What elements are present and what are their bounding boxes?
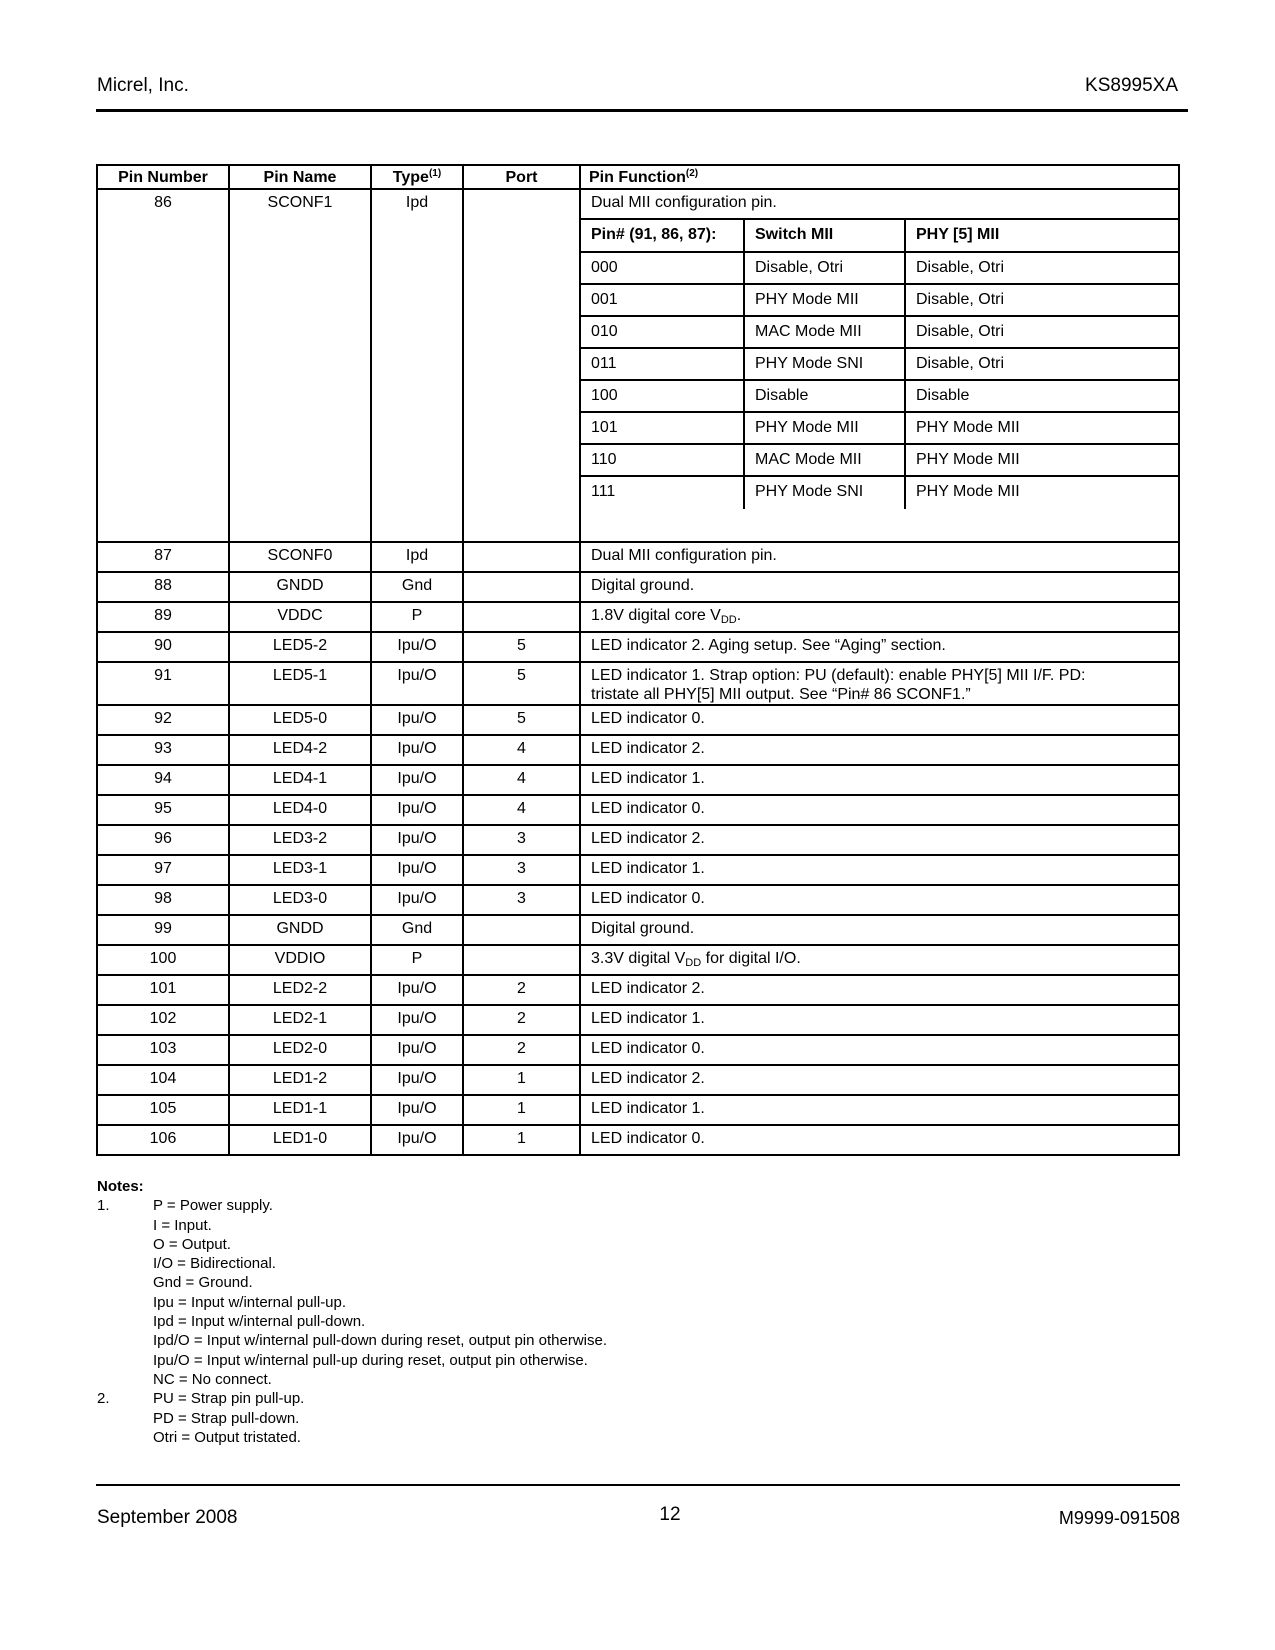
notes bbox=[97, 1177, 607, 1447]
pin-port: 5 bbox=[463, 632, 580, 662]
table-row bbox=[97, 632, 1179, 662]
pin-name: GNDD bbox=[229, 915, 371, 945]
pin-function-text: 3.3V digital V bbox=[591, 950, 686, 967]
pin-port bbox=[463, 945, 580, 975]
header-company: Micrel, Inc. bbox=[97, 75, 189, 96]
sub-table-row bbox=[581, 412, 1178, 444]
pin-name: LED4-2 bbox=[229, 735, 371, 765]
sub-pin-combo: 000 bbox=[581, 252, 744, 284]
note-lines bbox=[153, 1389, 304, 1447]
sub-table-row bbox=[581, 476, 1178, 509]
table-row bbox=[97, 735, 1179, 765]
note-lines bbox=[153, 1196, 607, 1389]
note-line: Ipd = Input w/internal pull-down. bbox=[153, 1313, 366, 1331]
pin-name: LED3-2 bbox=[229, 825, 371, 855]
pin-type: Ipu/O bbox=[371, 705, 463, 735]
pin-number: 106 bbox=[97, 1125, 229, 1155]
pin-type: Ipu/O bbox=[371, 1035, 463, 1065]
pin-function-line: LED indicator 1. Strap option: PU (default): enable PHY[5] MII I/F. PD: bbox=[591, 667, 1086, 684]
pin-port: 3 bbox=[463, 825, 580, 855]
footer-rule bbox=[96, 1484, 1180, 1486]
pin-function bbox=[580, 945, 1179, 975]
pin-function: LED indicator 0. bbox=[580, 885, 1179, 915]
pin-number: 93 bbox=[97, 735, 229, 765]
pin-port: 3 bbox=[463, 855, 580, 885]
table-row bbox=[97, 795, 1179, 825]
footer-page-number: 12 bbox=[659, 1504, 681, 1525]
pin-function: LED indicator 1. bbox=[580, 855, 1179, 885]
table-row bbox=[97, 602, 1179, 632]
header-part-number: KS8995XA bbox=[1085, 75, 1178, 96]
sub-table-row bbox=[581, 444, 1178, 476]
pin-type: Ipu/O bbox=[371, 1005, 463, 1035]
pin-type: Ipu/O bbox=[371, 1065, 463, 1095]
table-row bbox=[97, 855, 1179, 885]
pin-port: 1 bbox=[463, 1125, 580, 1155]
note-line: Otri = Output tristated. bbox=[153, 1428, 301, 1446]
pin-function bbox=[580, 602, 1179, 632]
sub-phy5-mii: Disable, Otri bbox=[905, 252, 1178, 284]
pin-port: 4 bbox=[463, 765, 580, 795]
pin-type: Ipu/O bbox=[371, 1095, 463, 1125]
pin-number: 86 bbox=[97, 189, 229, 542]
pin-type: Ipu/O bbox=[371, 795, 463, 825]
pin-function: LED indicator 1. bbox=[580, 765, 1179, 795]
sub-switch-mii: PHY Mode SNI bbox=[744, 476, 905, 509]
pin-name: LED5-0 bbox=[229, 705, 371, 735]
note-line: Ipu = Input w/internal pull-up. bbox=[153, 1293, 347, 1311]
pin-name: VDDIO bbox=[229, 945, 371, 975]
sub-table-row bbox=[581, 252, 1178, 284]
col-header-pin-name: Pin Name bbox=[229, 165, 371, 189]
pin-function: LED indicator 1. bbox=[580, 1095, 1179, 1125]
header-rule bbox=[96, 109, 1188, 112]
sub-switch-mii: PHY Mode SNI bbox=[744, 348, 905, 380]
pin-name: LED3-1 bbox=[229, 855, 371, 885]
col-header-pin-function: Pin Function$^{(2)}$ bbox=[580, 165, 1179, 189]
pin-number: 98 bbox=[97, 885, 229, 915]
sub-table-row bbox=[581, 348, 1178, 380]
pin-type: Ipu/O bbox=[371, 885, 463, 915]
sub-pin-combo: 111 bbox=[591, 483, 616, 500]
pin-port: 2 bbox=[463, 1035, 580, 1065]
sub-pin-combo: 011 bbox=[581, 348, 744, 380]
pin-function-subscript: DD bbox=[720, 614, 737, 626]
pin-name: LED4-0 bbox=[229, 795, 371, 825]
pin-port: 3 bbox=[463, 885, 580, 915]
table-row bbox=[97, 705, 1179, 735]
pin-function: LED indicator 0. bbox=[580, 1035, 1179, 1065]
pin-port bbox=[463, 572, 580, 602]
pin-port bbox=[463, 915, 580, 945]
note-line: Ipu/O = Input w/internal pull-up during reset, output pin otherwise. bbox=[153, 1351, 588, 1369]
pin-name: LED4-1 bbox=[229, 765, 371, 795]
pin-function-text: for digital I/O. bbox=[701, 950, 801, 967]
table-row bbox=[97, 1095, 1179, 1125]
sub-header-pin-combo: Pin# (91, 86, 87): bbox=[581, 220, 744, 252]
pin-name: LED5-1 bbox=[229, 662, 371, 705]
pin-function: Digital ground. bbox=[580, 572, 1179, 602]
pin-port: 2 bbox=[463, 1005, 580, 1035]
pin-number: 102 bbox=[97, 1005, 229, 1035]
pin-number: 99 bbox=[97, 915, 229, 945]
pin-port: 1 bbox=[463, 1095, 580, 1125]
pin-type: Ipu/O bbox=[371, 975, 463, 1005]
pin-function: Digital ground. bbox=[580, 915, 1179, 945]
sub-pin-combo: 100 bbox=[581, 380, 744, 412]
pin-type: Ipu/O bbox=[371, 825, 463, 855]
footer-doc-number: M9999-091508 bbox=[1058, 1508, 1180, 1528]
sub-switch-mii: MAC Mode MII bbox=[744, 316, 905, 348]
sub-phy5-mii: PHY Mode MII bbox=[905, 476, 1178, 509]
pin-name: GNDD bbox=[229, 572, 371, 602]
table-row bbox=[97, 885, 1179, 915]
pin-name: LED2-2 bbox=[229, 975, 371, 1005]
pin-number: 105 bbox=[97, 1095, 229, 1125]
table-row bbox=[97, 945, 1179, 975]
sconf1-config-table bbox=[581, 220, 1178, 509]
pin-port bbox=[463, 542, 580, 572]
sub-switch-mii: MAC Mode MII bbox=[744, 444, 905, 476]
pin-type: Ipu/O bbox=[371, 735, 463, 765]
sub-header-switch-mii: Switch MII bbox=[744, 220, 905, 252]
pin-name: SCONF0 bbox=[229, 542, 371, 572]
pin-port: 5 bbox=[463, 705, 580, 735]
note-item bbox=[97, 1196, 607, 1389]
sub-phy5-mii: PHY Mode MII bbox=[905, 444, 1178, 476]
sub-switch-mii: PHY Mode MII bbox=[744, 284, 905, 316]
pin-type: Ipu/O bbox=[371, 1125, 463, 1155]
note-line: PU = Strap pin pull-up. bbox=[153, 1390, 305, 1408]
pin-number: 94 bbox=[97, 765, 229, 795]
table-row bbox=[97, 1125, 1179, 1155]
pin-number: 92 bbox=[97, 705, 229, 735]
pin-function-line: tristate all PHY[5] MII output. See “Pin# 86 SCONF1.” bbox=[591, 686, 971, 703]
sub-phy5-mii: Disable, Otri bbox=[905, 284, 1178, 316]
sub-phy5-mii: PHY Mode MII bbox=[905, 412, 1178, 444]
pin-name: SCONF1 bbox=[229, 189, 371, 542]
pin-name: VDDC bbox=[229, 602, 371, 632]
pin-function-subscript: DD bbox=[685, 957, 702, 969]
table-row bbox=[97, 915, 1179, 945]
pin-function: LED indicator 2. bbox=[580, 975, 1179, 1005]
pin-port: 2 bbox=[463, 975, 580, 1005]
pin-function-text: 1.8V digital core V bbox=[591, 607, 721, 624]
pin-port bbox=[463, 189, 580, 542]
pin-type: Ipd bbox=[371, 542, 463, 572]
sub-pin-combo: 001 bbox=[581, 284, 744, 316]
pin-function: LED indicator 2. bbox=[580, 825, 1179, 855]
pin-type: Gnd bbox=[371, 572, 463, 602]
pin-name: LED5-2 bbox=[229, 632, 371, 662]
note-number: 2. bbox=[97, 1390, 110, 1408]
pin-name: LED1-2 bbox=[229, 1065, 371, 1095]
pin-function: LED indicator 2. Aging setup. See “Aging” section. bbox=[580, 632, 1179, 662]
sub-switch-mii: PHY Mode MII bbox=[744, 412, 905, 444]
sub-phy5-mii: Disable, Otri bbox=[905, 316, 1178, 348]
sub-pin-combo: 101 bbox=[581, 412, 744, 444]
table-row bbox=[97, 1065, 1179, 1095]
pin-type: Ipu/O bbox=[371, 855, 463, 885]
sub-table-row bbox=[581, 316, 1178, 348]
footer-date: September 2008 bbox=[97, 1507, 238, 1528]
notes-list bbox=[97, 1196, 607, 1447]
table-row bbox=[97, 1035, 1179, 1065]
pin-number: 104 bbox=[97, 1065, 229, 1095]
col-header-port: Port bbox=[463, 165, 580, 189]
pin-number: 100 bbox=[97, 945, 229, 975]
notes-title: Notes: bbox=[97, 1178, 144, 1195]
sub-switch-mii: Disable bbox=[744, 380, 905, 412]
table-row bbox=[97, 572, 1179, 602]
pin-name: LED1-0 bbox=[229, 1125, 371, 1155]
table-header-row bbox=[97, 165, 1179, 189]
pin-number: 88 bbox=[97, 572, 229, 602]
note-line: O = Output. bbox=[153, 1235, 231, 1253]
sconf1-config-cell bbox=[580, 219, 1179, 542]
note-item bbox=[97, 1389, 607, 1447]
pin-function: Dual MII configuration pin. bbox=[580, 542, 1179, 572]
table-row bbox=[97, 765, 1179, 795]
sub-pin-combo: 110 bbox=[581, 444, 744, 476]
table-row bbox=[97, 1005, 1179, 1035]
col-header-type: Type$^{(1)}$ bbox=[371, 165, 463, 189]
pin-number: 103 bbox=[97, 1035, 229, 1065]
pin-function: LED indicator 0. bbox=[580, 795, 1179, 825]
sub-table-row bbox=[581, 380, 1178, 412]
pin-type: Ipu/O bbox=[371, 632, 463, 662]
pin-port bbox=[463, 602, 580, 632]
pin-type: Ipu/O bbox=[371, 662, 463, 705]
pin-name: LED3-0 bbox=[229, 885, 371, 915]
note-line: I = Input. bbox=[153, 1216, 212, 1234]
pin-number: 87 bbox=[97, 542, 229, 572]
pin-function: LED indicator 0. bbox=[580, 705, 1179, 735]
table-row bbox=[97, 975, 1179, 1005]
pin-number: 101 bbox=[97, 975, 229, 1005]
note-number: 1. bbox=[97, 1197, 110, 1215]
pin-type: P bbox=[371, 602, 463, 632]
sub-header-phy5-mii: PHY [5] MII bbox=[905, 220, 1178, 252]
pin-number: 97 bbox=[97, 855, 229, 885]
sub-phy5-mii: Disable bbox=[905, 380, 1178, 412]
pin-number: 96 bbox=[97, 825, 229, 855]
pin-port: 1 bbox=[463, 1065, 580, 1095]
pin-name: LED1-1 bbox=[229, 1095, 371, 1125]
note-line: NC = No connect. bbox=[153, 1370, 272, 1388]
note-line: P = Power supply. bbox=[153, 1197, 273, 1215]
pin-description-table bbox=[96, 164, 1180, 1156]
pin-function-text: . bbox=[736, 607, 742, 624]
table-row bbox=[97, 542, 1179, 572]
pin-function: Dual MII configuration pin. bbox=[580, 189, 1179, 219]
table-row bbox=[97, 189, 1179, 219]
col-header-pin-number: Pin Number bbox=[97, 165, 229, 189]
table-row bbox=[97, 825, 1179, 855]
sub-phy5-mii: Disable, Otri bbox=[905, 348, 1178, 380]
note-line: I/O = Bidirectional. bbox=[153, 1255, 276, 1273]
pin-number: 91 bbox=[97, 662, 229, 705]
pin-function bbox=[580, 662, 1179, 705]
sub-table-header bbox=[581, 220, 1178, 252]
pin-port: 5 bbox=[463, 662, 580, 705]
table-row bbox=[97, 662, 1179, 705]
sub-pin-combo: 010 bbox=[581, 316, 744, 348]
pin-function: LED indicator 1. bbox=[580, 1005, 1179, 1035]
pin-port: 4 bbox=[463, 795, 580, 825]
pin-name: LED2-0 bbox=[229, 1035, 371, 1065]
pin-type: P bbox=[371, 945, 463, 975]
sub-table-row bbox=[581, 284, 1178, 316]
pin-number: 90 bbox=[97, 632, 229, 662]
pin-function: LED indicator 2. bbox=[580, 735, 1179, 765]
note-line: PD = Strap pull-down. bbox=[153, 1409, 300, 1427]
pin-number: 89 bbox=[97, 602, 229, 632]
pin-name: LED2-1 bbox=[229, 1005, 371, 1035]
note-line: Ipd/O = Input w/internal pull-down during reset, output pin otherwise. bbox=[153, 1332, 608, 1350]
pin-function: LED indicator 0. bbox=[580, 1125, 1179, 1155]
pin-type: Ipu/O bbox=[371, 765, 463, 795]
sub-switch-mii: Disable, Otri bbox=[744, 252, 905, 284]
pin-function: LED indicator 2. bbox=[580, 1065, 1179, 1095]
pin-type: Gnd bbox=[371, 915, 463, 945]
pin-number: 95 bbox=[97, 795, 229, 825]
pin-port: 4 bbox=[463, 735, 580, 765]
note-line: Gnd = Ground. bbox=[153, 1274, 253, 1292]
pin-type: Ipd bbox=[371, 189, 463, 542]
